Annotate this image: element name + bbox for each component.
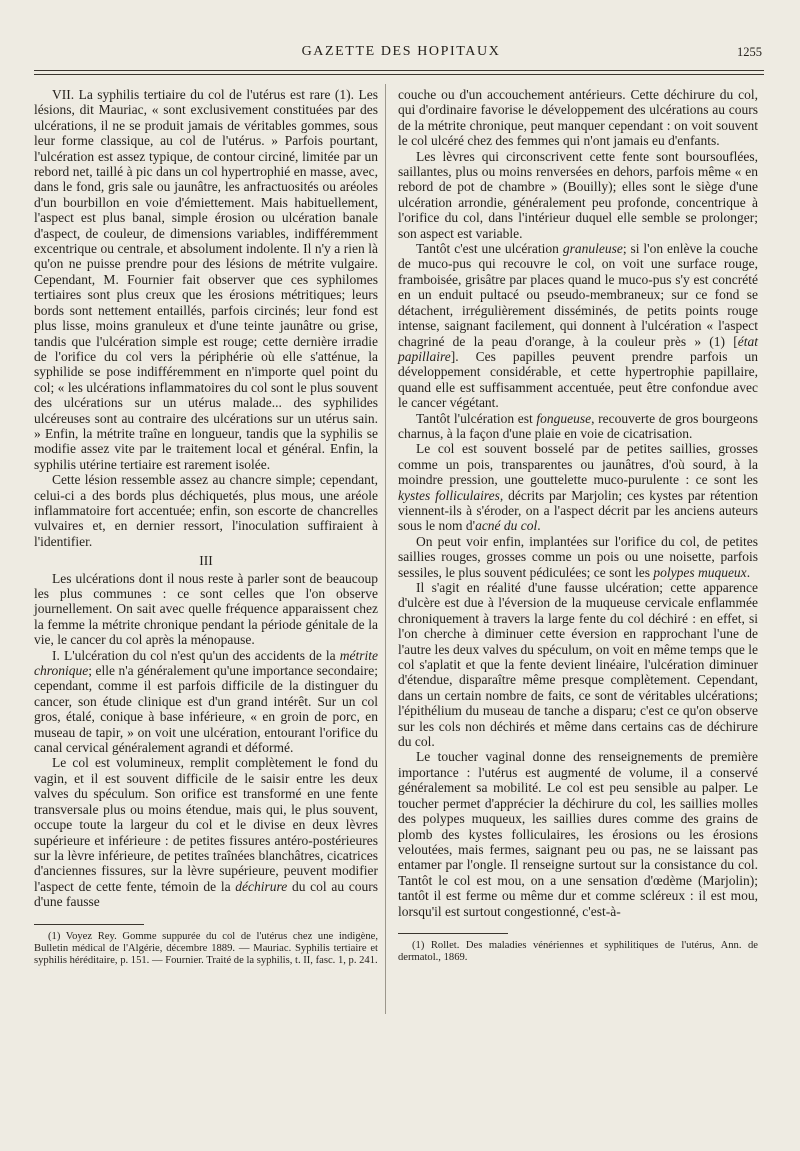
paragraph-couche: couche ou d'un accouchement antérieurs. Cette déchirure du col, qui d'ordinaire favorise le développement des ulcérations au cours de la métrite chronique, peut manquer cependant : on voit souvent le col ulcéré chez des femmes qui n'ont jamais eu d'enfants. [398,87,758,149]
paragraph-metrite [34,648,378,756]
paragraph-col-volumineux [34,755,378,909]
footnote-rule [34,924,144,925]
italic-term: état papillaire [398,333,758,364]
italic-term: polypes muqueux [653,564,747,580]
paragraph-ulcerations: Les ulcérations dont il nous reste à parler sont de beaucoup les plus communes : ce sont celles que l'on observe journellement. On sait avec quelle fréquence apparaissent chez la femme la métrite chronique pendant la période génitale de la vie, le cancer du col après la ménopause. [34,570,378,648]
text-run: , recouverte de gros bourgeons charnus, à la façon d'une plaie en voie de cicatrisation. [398,410,759,441]
section-heading-iii: III [199,553,213,569]
paragraph-fongueuse [398,411,758,442]
footnote-rule [398,933,508,934]
text-run: du col au cours d'une fausse [34,878,378,910]
text-run: Le col est volumineux, remplit complètement le fond du vagin, et il est souvent difficile de le saisir entre les deux valves du spéculum. Son orifice est transformé en une fente transversale plus ou moins étendue, mais qui, le plus souvent, occupe toute la largeur du col et le divise en deux lèvres supérieure et inférieure : de petites fissures antéro-postérieures sur la lèvre inférieure, de petites traînées blanchâtres, cicatrices d'anciennes fissures, sur la lèvre supérieure, peuvent modifier l'aspect de cette fente, témoin de la [34,755,378,894]
page-header [40,44,762,66]
italic-term: déchirure [235,878,288,894]
paragraph-toucher: Le toucher vaginal donne des renseignements de première importance : l'utérus est augmenté de volume, il a conservé généralement sa mobilité. Le col est peu sensible au palper. Le toucher permet d'apprécier la déchirure du col, les saillies molles des polypes muqueux, les saillies dures comme des grains de plomb des kystes folliculaires, les érosions ou les érosions veloutées, mais fermes, saignant peu ou pas, ne se laissant pas entamer par l'ongle. Il renseigne surtout sur la consistance du col. Tantôt le col est mou, on a une sensation d'œdème (Marjolin); tantôt il est ferme ou même dur et comme scléreux : il est mou, lorsqu'il est surtout congestionné, c'est-à- [398,749,758,919]
header-rule-thick [34,70,764,71]
paragraph-fausse-ulceration: Il s'agit en réalité d'une fausse ulcération; cette apparence d'ulcère est due à l'éversion de la muqueuse cervicale enflammée chroniquement à travers la large fente du col déchiré : en effet, si l'on cherche à diminuer cette éversion en rapprochant l'une de l'autre les deux valves du spéculum, on voit en même temps que le col s'aplatit et que la fente devient linéaire, l'ulcération diminuer d'étendue, disparaître même presque complètement. Cependant, dans un certain nombre de faits, ce sont de véritables ulcérations; l'épithélium du museau de tanche a disparu; c'est ce qu'on observe sur les cols non déchirés et même dans certains cas de déchirure du col. [398,580,758,750]
text-run: I. L'ulcération du col n'est qu'un des accidents de la [52,647,340,663]
right-column [398,87,758,964]
paragraph-levres: Les lèvres qui circonscrivent cette fente sont boursouflées, saillantes, plus ou moins renversées en dehors, parfois même « en rebord de pot de chambre » (Bouilly); elles sont le siège d'une ulcération arrondie, généralement peu profonde, concentrique à l'orifice du col, dans l'intérieur duquel elle semble se prolonger; son aspect est variable. [398,148,758,241]
page-number: 1255 [737,45,762,59]
text-run: ]. Ces papilles peuvent prendre parfois un développement considérable, et cette hypertrophie papillaire, quand elle est suffisamment accentuée, peut être confondue avec le cancer végétant. [398,348,758,411]
italic-term: métrite chronique [34,647,378,679]
footnote: (1) Rollet. Des maladies vénériennes et syphilitiques de l'utérus, Ann. de dermatol., 1869. [398,939,758,963]
left-column [34,87,378,967]
italic-term: granuleuse [562,241,623,257]
text-run: ; si l'on enlève la couche de muco-pus qui recouvre le col, on voit une surface rouge, framboisée, grisâtre par places quand le muco-pus s'y est concrété en un enduit pultacé ou pseudo-membraneux; sur ce fond se détachent, irrégulièrement disséminés, de petits points rouge intense, saignant facilement, qui donnent à l'ulcération « l'aspect chagriné de la peau d'orange, à la couleur près » (1) [ [398,241,759,349]
text-run: Le col est souvent bosselé par de petites saillies, grosses comme un pois, transparentes ou jaunâtres, d'où sourd, à la moindre pression, une gouttelette muco-purulente : ce sont les [398,441,758,488]
journal-title: GAZETTE DES HOPITAUX [301,44,501,59]
paragraph-polypes [398,534,758,580]
text-run: Tantôt l'ulcération est [416,410,537,426]
footnote: (1) Voyez Rey. Gomme suppurée du col de l'utérus chez une indigène, Bulletin médical de l'Algérie, décembre 1889. — Mauriac. Syphilis tertiaire et syphilis héréditaire, p. 151. — Fournier. Traité de la syphilis, t. II, fasc. 1, p. 241. [34,930,378,966]
paragraph-granuleuse [398,241,758,410]
text-run: ; elle n'a généralement qu'une importance secondaire; cependant, comme il est parfois difficile de la distinguer du cancer, son étude clinique est d'un grand intérêt. Sur un col gros, étalé, conique à base inférieure, « en groin de porc, en museau de tapir, » on voit une ulcération, entourant l'orifice du canal cervical généralement agrandi et déformé. [34,663,378,756]
column-divider [385,84,386,1014]
italic-term: acné du col [475,518,538,534]
text-run: On peut voir enfin, implantées sur l'orifice du col, de petites saillies rouges, grosses comme un pois ou une noisette, parfois sessiles, le plus souvent pédiculées; ce sont les [398,533,758,580]
paragraph-kystes [398,441,758,533]
italic-term: kystes folliculaires [398,487,500,503]
text-run: , décrits par Marjolin; ces kystes par rétention viennent-ils à s'éroder, on a l'aspect décrit par les anciens auteurs sous le nom d' [398,487,758,534]
paragraph-chancre: Cette lésion ressemble assez au chancre simple; cependant, celui-ci a des bords plus déchiquetés, plus mous, une aréole inflammatoire fort accentuée; enfin, son escorte de chancrelles vulvaires et, en dernier ressort, l'inoculation suffiraient à l'identifier. [34,472,378,549]
text-run: . [537,518,541,534]
header-rule-thin [34,74,764,75]
text-run: Tantôt c'est une ulcération [416,241,563,257]
italic-term: fongueuse [536,410,592,426]
paragraph-vii: VII. La syphilis tertiaire du col de l'utérus est rare (1). Les lésions, dit Mauriac, « sont exclusivement constituées par des ulcérations, il ne se produit jamais de véritables gommes, sous leur forme classique, au col de l'utérus. » Parfois pourtant, l'ulcération est assez typique, de contour circiné, limitée par un rebord net, taillé à pic dans un col hypertrophié en masse, avec, dans le fond, gris sale ou jaunâtre, les anfractuosités ou aréoles d'un bourbillon en voie d'émiettement. Mais habituellement, l'aspect est plus banal, simple érosion ou ulcération banale d'aspect, de couleur, de dimensions variables, indifféremment excentrique ou centrale, et absolument indolente. Il n'y a rien là qu'on ne puisse prendre pour des lésions de métrite vulgaire. Cependant, M. Fournier fait observer que ces syphilomes tertiaires sont plus creux que les érosions métritiques; leurs bords sont nettement entaillés, parfois circinés; leur fond est plus lisse, moins granuleux et d'une teinte jaunâtre ou grise, tandis que l'ulcération simple est rouge; cette dernière irradie de l'orifice du col vers la périphérie où elle s'atténue, la syphilide se pose indifféremment en n'importe quel point du col; « les ulcérations inflammatoires du col sont le plus souvent des ulcérations sur un utérus malade... des syphilides ulcéreuses sont au contraire des ulcérations sur un utérus sain. » Enfin, la métrite traîne en longueur, tandis que la syphilis se modifie assez vite par le traitement local et général. Enfin, la syphilis utérine tertiaire est rarement isolée. [34,87,378,472]
text-run: . [746,564,751,580]
